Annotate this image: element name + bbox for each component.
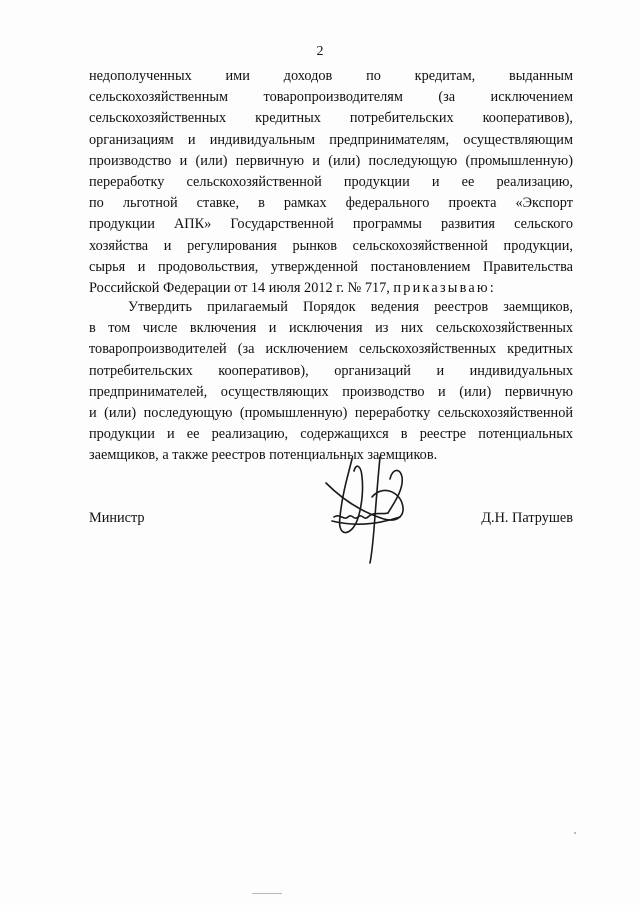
text-line: заемщиков, а также реестров потенциальных заемщиков.: [89, 447, 438, 464]
text-line: сырья и продовольствия, утвержденной постановлением Правительства: [89, 258, 573, 275]
order-word: приказываю:: [393, 279, 496, 296]
paragraph-preamble: [89, 66, 573, 299]
text-line: Утвердить прилагаемый Порядок ведения реестров заемщиков,: [128, 299, 573, 315]
signature-block: [89, 510, 573, 534]
text-line: и (или) последующую (промышленную) переработку сельскохозяйственной: [89, 404, 573, 421]
signer-title: Министр: [89, 510, 145, 526]
text-line: сельскохозяйственных кредитных потребительских кооперативов),: [89, 110, 573, 127]
page-number: 2: [316, 44, 324, 59]
text-line: сельскохозяйственным товаропроизводителям (за исключением: [89, 89, 573, 106]
text-line: переработку сельскохозяйственной продукции и ее реализацию,: [89, 173, 573, 190]
signer-name: Д.Н. Патрушев: [481, 510, 573, 526]
text-line: хозяйства и регулирования рынков сельскохозяйственной продукции,: [89, 237, 573, 254]
text-line: продукции АПК» Государственной программы развития сельского: [89, 216, 573, 233]
scan-speck: [574, 832, 576, 834]
text-line: продукции и ее реализацию, содержащихся в реестре потенциальных: [89, 426, 573, 443]
paragraph-order: [89, 297, 573, 467]
text-line-order: [89, 278, 573, 299]
scan-speck: [252, 893, 282, 894]
text-line: потребительских кооперативов), организаций и индивидуальных: [89, 362, 573, 379]
text-line: предпринимателей, осуществляющих производство и (или) первичную: [89, 383, 573, 400]
text-line: организациям и индивидуальным предпринимателям, осуществляющим: [89, 131, 573, 148]
decree-reference: Российской Федерации от 14 июля 2012 г. № 717,: [89, 279, 394, 296]
text-line: недополученных ими доходов по кредитам, выданным: [89, 68, 573, 84]
text-line: в том числе включения и исключения из них сельскохозяйственных: [89, 320, 573, 337]
text-line: товаропроизводителей (за исключением сельскохозяйственных кредитных: [89, 341, 573, 358]
text-line: производство и (или) первичную и (или) последующую (промышленную): [89, 152, 573, 169]
text-line: по льготной ставке, в рамках федерального проекта «Экспорт: [89, 195, 573, 212]
